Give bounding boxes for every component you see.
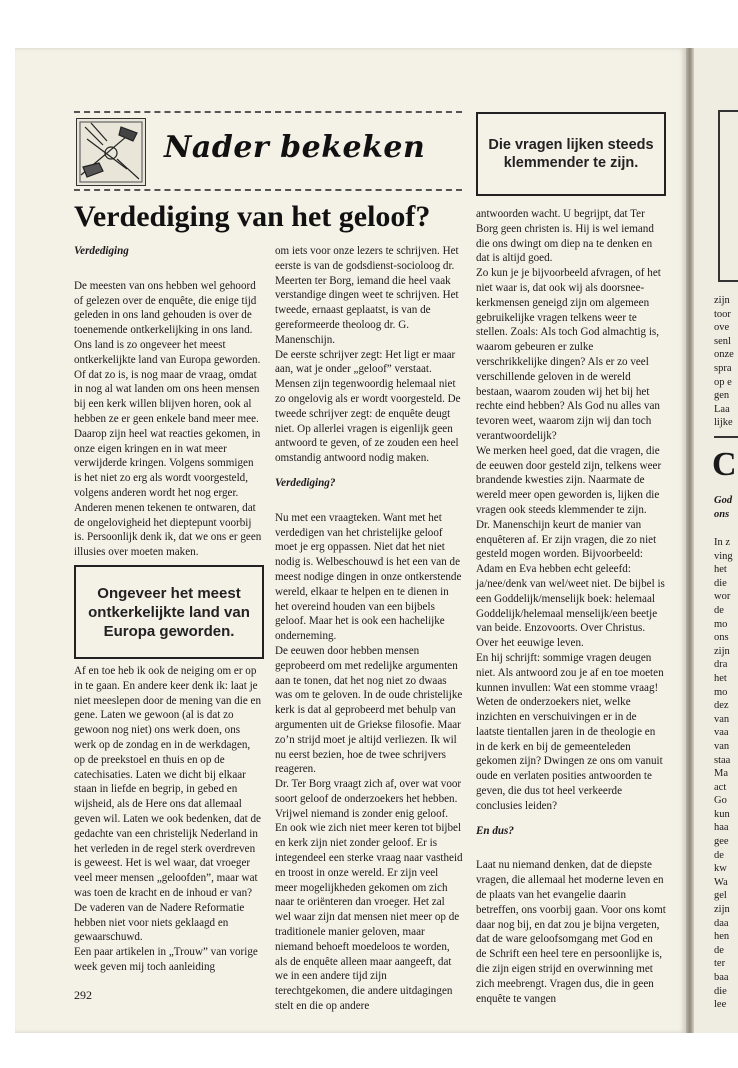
next-page-top-lines: zijn toor ove senl onze spra op e gen Laa lijke (714, 295, 734, 429)
header-rule-top (74, 111, 462, 113)
next-page-bottom-lines: In z ving het die wor de mo ons zijn dra het mo dez van vaa van staa Ma act Go kun haa gee de kw Wa gel zijn daa hen de ter baa die lee (714, 537, 733, 1011)
section-heading-en-dus: En dus? (476, 824, 514, 837)
next-page-box (718, 110, 738, 282)
paragraph: Een paar artikelen in „Trouw” van vorige week geven mij toch aanleiding (74, 946, 258, 973)
column-2 (275, 244, 463, 1014)
next-page-big-letter: C (712, 446, 737, 483)
column-3 (476, 207, 666, 1006)
paragraph: De eeuwen door hebben mensen geprobeerd om met redelijke argumenten aan te tonen, dat het nog niet zo dwaas was om te geloven. In de oude christelijke kerk is dat al geprobeerd met behulp van argumenten uit de Griekse filosofie. Maar zo’n strijd moet je altijd verliezen. Ik wil nu eerst bezien, hoe de twee schrijvers reageren. (275, 644, 463, 776)
section-heading-verdediging-vraag: Verdediging? (275, 476, 336, 489)
paragraph: Af en toe heb ik ook de neiging om er op in te gaan. En andere keer denk ik: laat je niet meeslepen door de mening van die en gene. Laten we gewoon (al is dat zo gewoon nog niet) ons werk doen, ons werk op de zondag en in de werkdagen, op de preekstoel en thuis en op de catechisaties. Laten we dicht bij elkaar staan in liefde en begrip, in gebed en wijsheid, als de Here ons dat allemaal geven wil. Laten we ook bedenken, dat de gedachte van een christelijk Nederland in het verleden in de regel sterk overdreven is geweest. Het is wel waar, dat vroeger veel meer mensen „geloofden”, maar wat was toen de kracht en de inhoud er van? De vaderen van de Nadere Reformatie hebben niet voor niets geklaagd en gewaarschuwd. (74, 665, 261, 944)
page-number: 292 (74, 988, 92, 1002)
paragraph: Nu met een vraagteken. Want met het verdedigen van het christelijke geloof moet je erg oppassen. Niet dat het niet nodig is. Welbeschouwd is het een van de meest nodige dingen in onze ontkerstende wereld, elkaar te helpen en te dienen in het overeind houden van een bijbels geloof. Maar het is ook een hachelijke onderneming. (275, 511, 462, 643)
column-1-lower (74, 664, 262, 975)
tools-logo-icon (76, 118, 146, 186)
paragraph: De eerste schrijver zegt: Het ligt er maar aan, wat je onder „geloof” verstaat. Mensen zijn tegenwoordig helemaal niet zo ongelovig als er wordt voorgesteld. De tweede schrijver zegt: de enquête deugt niet. Op allerlei vragen is eigenlijk geen antwoord te geven, of ze zouden een heel omstandig antwoord nodig maken. (275, 348, 461, 465)
paragraph: Dr. Ter Borg vraagt zich af, over wat voor soort geloof de onderzoekers het hebben. Vrijwel niemand is zonder enig geloof. En ook wie zich niet meer keren tot bijbel en kerk zijn niet zonder geloof. Er is integendeel een sterke vraag naar vastheid en troost in onze wereld. Er zijn veel meer mogelijkheden gekomen om zich naar te oriënteren dan vroeger. Het zal wel waar zijn dat mensen niet meer op de traditionele manier geloven, maar niemand behoeft moedeloos te worden, als de enquête alleen maar aangeeft, dat we in een andere tijd zijn terechtgekomen, die andere uitdagingen stelt en die op andere (275, 778, 463, 1013)
next-page-rule (714, 436, 738, 438)
paragraph: De meesten van ons hebben wel gehoord of gelezen over de enquête, die enige tijd geleden in ons land gehouden is over de toenemende ontkerkelijking in ons land. Ons land is zo ongeveer het meest ontkerkelijkte land van Europa geworden. Of dat zo is, is nog maar de vraag, omdat in nog al wat landen om ons heen mensen bij een kerk willen blijven horen, ook al hebben ze er geen enkele band meer mee. (74, 279, 261, 425)
paragraph: En hij schrijft: sommige vragen deugen niet. Als antwoord zou je af en toe moeten kunnen invullen: Wat een stomme vraag! Weten de onderzoekers niet, welke inzichten en verschuivingen er in de laatste tientallen jaren in de theologie en in de kerk en bij de gemeenteleden gekomen zijn? Dwingen ze ons om vanuit oude en verlaten posities antwoorden te geven, die dus tot heel verkeerde conclusies leiden? (476, 651, 664, 812)
paragraph: Laat nu niemand denken, dat de diepste vragen, die allemaal het moderne leven en de plaats van het evangelie daarin betreffen, ons voorbij gaan. Voor ons komt daar nog bij, en dat zou je bijna vergeten, dat de ware geloofsomgang met God en de Schrift een heel tere en persoonlijke is, die zijn eigen strijd en overwinning met zich meebrengt. Vragen dus, die in geen enquête te vangen (476, 859, 666, 1005)
header-rule-bottom (74, 189, 462, 191)
column-1 (74, 244, 262, 560)
masthead-title: Nader bekeken (164, 130, 426, 165)
paragraph: Daarop zijn heel wat reacties gekomen, in onze eigen kringen en in wat meer verwijderde kringen. Volgens sommigen is het niet zo erg als wordt voorgesteld, volgens anderen wordt het nog erger. Anderen menen tekenen te ontwaren, dat de ongelovigheid het dieptepunt voorbij is. Persoonlijk denk ik, dat we ons er geen illusies over moeten maken. (74, 427, 262, 559)
next-page-heading: God ons (714, 495, 733, 520)
section-heading-verdediging: Verdediging (74, 245, 129, 257)
page-spine (686, 48, 694, 1033)
paragraph: Dr. Manenschijn keurt de manier van enquêteren af. Er zijn vragen, die zo niet gesteld mogen worden. Bijvoorbeeld: Adam en Eva hebben echt geleefd: ja/nee/denk van wel/weet niet. De bijbel is een Goddelijk/menselijk boek: helemaal Goddelijk/helemaal menselijk/een beetje van beide. Enzovoorts. Over Christus. Over het eeuwige leven. (476, 518, 665, 650)
paragraph: We merken heel goed, dat die vragen, die de eeuwen door gesteld zijn, telkens weer brandende kwesties zijn. Naarmate de wereld meer open geworden is, lijken die vragen ook steeds klemmender te zijn. (476, 444, 662, 516)
paragraph: om iets voor onze lezers te schrijven. Het eerste is van de godsdienst-socioloog dr. Meerten ter Borg, iemand die heel vaak verstandige dingen weet te schrijven. Het tweede, ernaast geplaatst, is van de gereformeerde theoloog dr. G. Manenschijn. (275, 245, 459, 346)
paragraph: Zo kun je je bijvoorbeeld afvragen, of het niet waar is, dat ook wij als doorsnee-kerkmensen geneigd zijn om algemeen gebruikelijke vragen telkens weer te stellen. Zoals: Als toch God almachtig is, waarom gebeuren er zulke verschrikkelijke dingen? Als er zo veel verschillende geloven in de wereld bestaan, waarom zouden wij het bij het rechte eind hebben? Als God nu alles van tevoren weet, waarom zijn wij dan toch verantwoordelijk? (476, 267, 661, 442)
next-page-strip (694, 48, 738, 1033)
paragraph: antwoorden wacht. U begrijpt, dat Ter Borg geen christen is. Hij is wel iemand die ons dwingt om diep na te denken en dat is altijd goed. (476, 208, 654, 265)
masthead (76, 118, 464, 184)
pullquote-top: Die vragen lijken steeds klemmender te zijn. (476, 112, 666, 196)
pullquote-left: Ongeveer het meest ontkerkelijkte land van Europa geworden. (74, 565, 264, 659)
article-title: Verdediging van het geloof? (74, 200, 431, 233)
